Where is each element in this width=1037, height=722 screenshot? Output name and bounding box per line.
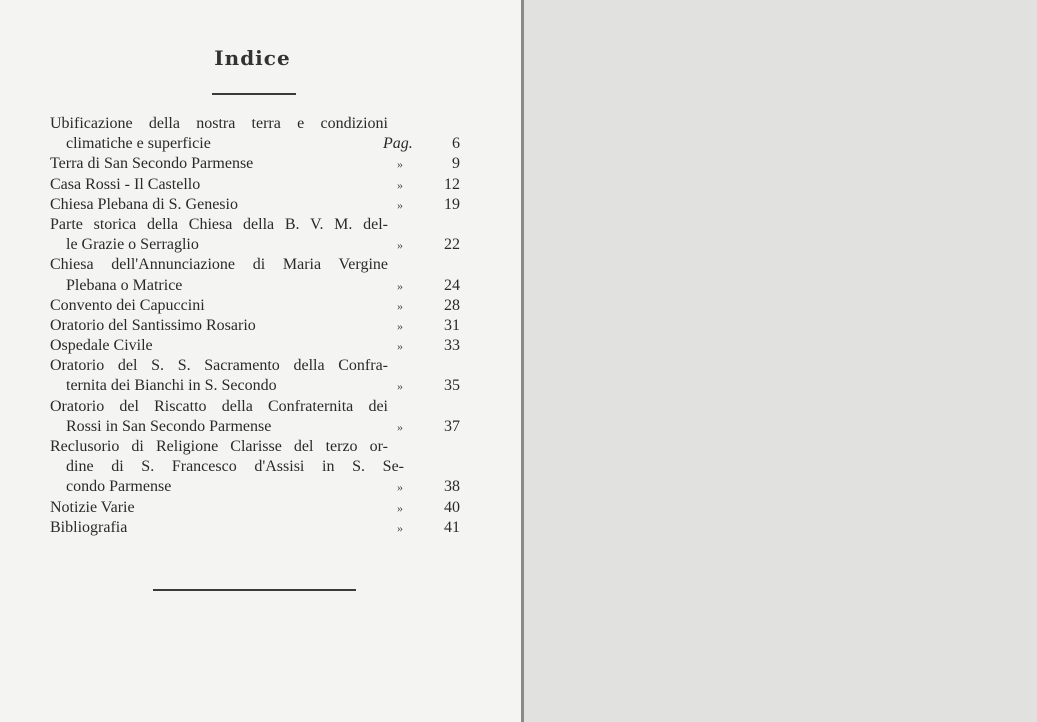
toc-entry-line (50, 154, 460, 174)
toc-entry-line (50, 457, 460, 477)
toc-entry-text: Bibliografia (50, 518, 128, 536)
page-number: 19 (444, 195, 460, 213)
ditto-mark: » (397, 197, 403, 212)
toc-entry-line (50, 518, 460, 538)
ditto-mark: » (397, 520, 403, 535)
toc-entry-text: Reclusorio di Religione Clarisse del terzo or- (50, 438, 388, 455)
ditto-mark: » (397, 157, 403, 172)
toc-entry-line (50, 175, 460, 195)
toc-entry-text: ternita dei Bianchi in S. Secondo (66, 377, 277, 395)
page-number: 12 (444, 175, 460, 193)
page-number: 41 (444, 518, 460, 536)
ditto-mark: » (397, 379, 403, 394)
toc-entry-text: climatiche e superficie (66, 135, 211, 153)
toc-entry-line (50, 437, 460, 457)
toc-entry-line (50, 235, 460, 255)
toc-entry-line (50, 356, 460, 376)
toc-entry-text: Casa Rossi - Il Castello (50, 175, 201, 193)
index-title: Indice (214, 46, 291, 70)
toc-entry-text: Ospedale Civile (50, 337, 153, 355)
right-page-blank (524, 0, 1037, 722)
toc-entry-text: Terra di San Secondo Parmense (50, 155, 254, 173)
toc-entry-line (50, 336, 460, 356)
title-rule (212, 93, 296, 95)
toc-entry-text: dine di S. Francesco d'Assisi in S. Se- (66, 458, 404, 476)
page-label: Pag. (383, 135, 413, 153)
toc-entry-line (50, 316, 460, 336)
ditto-mark: » (397, 298, 403, 313)
closing-rule (153, 589, 356, 591)
toc-entry-line (50, 417, 460, 437)
ditto-mark: » (397, 177, 403, 192)
toc-entry-line (50, 195, 460, 215)
toc-entry-line (50, 255, 460, 275)
toc-entry-text: Notizie Varie (50, 498, 135, 516)
toc-entry-line (50, 134, 460, 154)
page-number: 9 (452, 155, 460, 173)
page-number: 33 (444, 337, 460, 355)
toc-entry-line (50, 114, 460, 134)
ditto-mark: » (397, 318, 403, 333)
ditto-mark: » (397, 278, 403, 293)
ditto-mark: » (397, 480, 403, 495)
table-of-contents (50, 114, 460, 538)
ditto-mark: » (397, 238, 403, 253)
ditto-mark: » (397, 500, 403, 515)
page-number: 28 (444, 296, 460, 314)
toc-entry-text: Chiesa dell'Annunciazione di Maria Vergine (50, 256, 388, 274)
toc-entry-line (50, 376, 460, 396)
page-number: 37 (444, 417, 460, 435)
toc-entry-line (50, 296, 460, 316)
toc-entry-line (50, 215, 460, 235)
toc-entry-line (50, 498, 460, 518)
ditto-mark: » (397, 339, 403, 354)
toc-entry-text: Oratorio del Riscatto della Confraternita dei (50, 397, 388, 415)
toc-entry-text: Ubificazione della nostra terra e condizioni (50, 115, 388, 132)
toc-entry-text: Chiesa Plebana di S. Genesio (50, 195, 238, 213)
page-number: 35 (444, 377, 460, 395)
toc-entry-text: Convento dei Capuccini (50, 296, 205, 314)
toc-entry-line (50, 276, 460, 296)
page-number: 38 (444, 478, 460, 496)
toc-entry-line (50, 397, 460, 417)
toc-entry-text: Oratorio del S. S. Sacramento della Confra- (50, 357, 388, 375)
toc-entry-text: le Grazie o Serraglio (66, 236, 199, 254)
page-number: 6 (452, 135, 460, 153)
page-number: 31 (444, 316, 460, 334)
toc-entry-text: Plebana o Matrice (66, 276, 183, 294)
page-number: 22 (444, 236, 460, 254)
toc-entry-text: Parte storica della Chiesa della B. V. M. del- (50, 215, 388, 233)
toc-entry-text: condo Parmense (66, 478, 172, 496)
page-number: 24 (444, 276, 460, 294)
toc-entry-text: Rossi in San Secondo Parmense (66, 417, 272, 435)
toc-entry-line (50, 477, 460, 497)
ditto-mark: » (397, 419, 403, 434)
page-number: 40 (444, 498, 460, 516)
toc-entry-text: Oratorio del Santissimo Rosario (50, 316, 256, 334)
